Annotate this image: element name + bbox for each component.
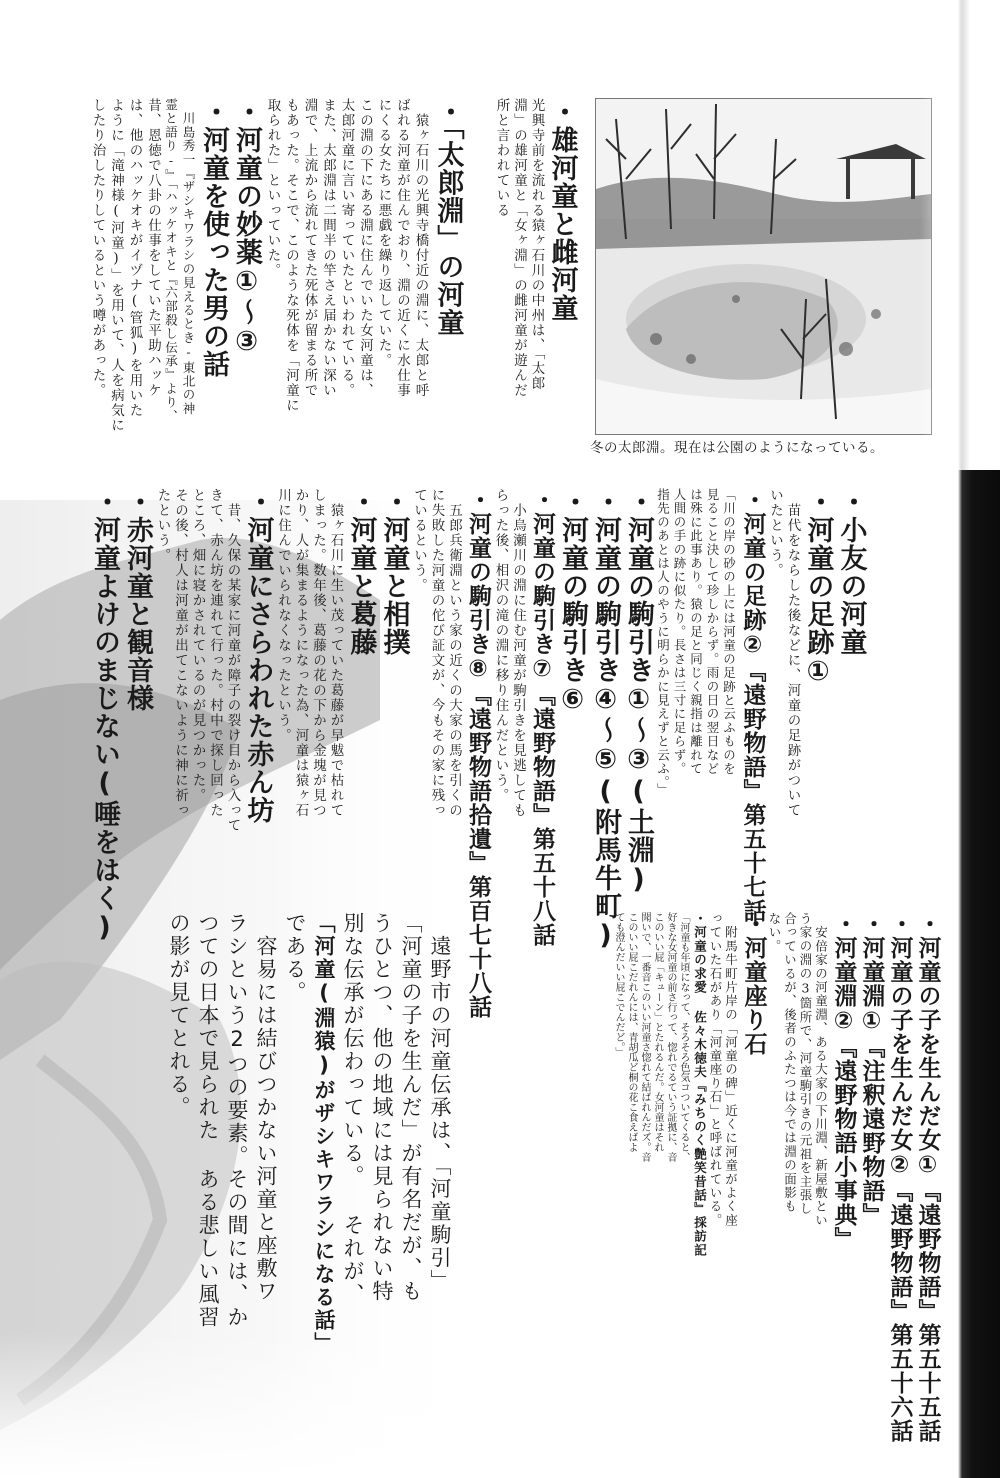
text-line: たという。 xyxy=(154,488,171,563)
section-oskappa xyxy=(490,98,576,443)
lead-line: 遠野市の河童伝承は、「河童駒引」 xyxy=(428,912,452,1293)
lead-line: 別な伝承が伝わっている。 それが、 xyxy=(341,912,365,1306)
text-line: その後、村人は河童が出てこないように神に祈っ xyxy=(172,488,188,818)
text-line: らった後、相沢の滝の淵に移り住んだという。 xyxy=(492,488,509,803)
text-line: 五郎兵衛淵という家の近くの大家の馬を引くの xyxy=(446,488,462,818)
heading: ・河童の求愛 佐々木徳夫『みちのく艶笑昔話』採訪記 xyxy=(692,912,708,1257)
text-line: 昔、久保の某家に河童が障子の裂け目から入って xyxy=(224,488,241,833)
text-line: 川に住んでいられなくなったという。 xyxy=(275,488,291,743)
heading: ・河童の足跡① xyxy=(802,488,834,688)
text-line: 猿ヶ石川の光興寺橋付近の淵に、太郎と呼 xyxy=(412,98,429,398)
text-line: は殊に此事あり。猿の足と同じく親指は離れて xyxy=(688,488,704,776)
lead-paragraph xyxy=(160,912,452,1355)
heading-kappa-otoko: ・河童を使った男の話 xyxy=(198,98,229,378)
text-line: 淵」の雄河童と「女ヶ淵」の雌河童が遊んだ xyxy=(511,98,527,398)
text-line: 附馬牛町片岸の「河童の碑」近くに河童がよく座 xyxy=(723,912,739,1228)
section-taroubuchi xyxy=(85,98,462,443)
text-line: 苗代をならした後などに、河童の足跡がついて xyxy=(784,488,801,818)
text-line: ばれる河童が住んでおり、淵の近くに水仕事 xyxy=(394,98,410,398)
heading: ・河童と相撲 xyxy=(378,488,410,656)
winter-pond-photo xyxy=(595,98,932,435)
heading: ・河童の駒引き④〜⑤(附馬牛町) xyxy=(590,488,621,952)
text-line: 取られた」といっていた。 xyxy=(264,98,281,278)
heading: ・河童の子を生んだ女①『遠野物語』第五十五話 xyxy=(914,912,941,1443)
text-line: このいい屁こだれんには、青胡瓜ど桐の花こ食えばよ xyxy=(626,912,637,1152)
text-line: かり、人が集まるようになった為、河童は猿ヶ石 xyxy=(292,488,309,818)
heading: ・河童の駒引き①〜③(土淵) xyxy=(623,488,654,896)
text-line: もあった。そこで、このような死体を「河童に xyxy=(283,98,299,413)
heading: ・河童の子を生んだ女②『遠野物語』第五十六話 xyxy=(886,912,913,1443)
text-line: ても澄んだいい屁こでんだど。」 xyxy=(613,912,624,1057)
heading: ・河童の足跡②『遠野物語』第五十七話 xyxy=(739,488,766,923)
text-line: しまった。数年後、葛藤の花の下から金塊が見つ xyxy=(310,488,326,818)
text-line: 小烏瀬川の淵に住む河童が駒引きを見逃しても xyxy=(510,488,526,818)
text-line: う家の淵の3箇所で、河童駒引きの元祖を主張し xyxy=(798,912,813,1216)
text-line: また、太郎淵は二間半の竿さえ届かない深い xyxy=(320,98,336,398)
page-gutter-fade xyxy=(920,0,1000,470)
text-line: は、他のハッケオキがイヅナ(管狐)を用いた xyxy=(126,98,143,418)
lead-line: 「河童の子を生んだ」が有名だが、も xyxy=(399,912,423,1303)
lead-line: 「河童(淵猿)がザシキワラシになる話」 xyxy=(312,912,336,1355)
text-line: にくる女たちに悪戯を繰り返していた。 xyxy=(375,98,392,368)
heading: ・河童にさらわれた赤ん坊 xyxy=(242,488,274,824)
text-line: したり治したりしているという噂があった。 xyxy=(89,98,106,398)
text-line: 猿ヶ石川に生い茂っていた葛藤が早魃で枯れて xyxy=(327,488,344,818)
lead-line: ラシという2つの要素。その間には、か xyxy=(225,912,249,1329)
heading: ・河童よけのまじない(唾をはく) xyxy=(89,488,120,944)
text-line: ように「滝神様(河童)」を用いて、人を病気に xyxy=(108,98,124,433)
heading: ・赤河童と観音様 xyxy=(122,488,153,712)
heading-oskappa: ・雄河童と雌河童 xyxy=(546,98,578,322)
text-line: 川島秀一『ザシキワラシの見えるとき-東北の神 xyxy=(181,98,196,416)
text-line: ているという。 xyxy=(411,488,427,593)
lead-line: である。 xyxy=(283,912,307,1004)
text-line: 所と言われている xyxy=(493,98,510,218)
text-line: 霊と語り-』「ハッケオキと『六部殺し伝承』より、 xyxy=(163,98,179,424)
section-bottom-right xyxy=(610,912,941,1443)
text-line: 指先のあとは人のやうに明らかに見えずと云ふ。」 xyxy=(655,488,671,797)
heading: ・河童と葛藤 xyxy=(345,488,377,656)
text-line: 人間の手の跡に似たり。長さは三寸に足らず。 xyxy=(672,488,687,776)
text-line: ところ、畑に寝かされているのが見つかった。 xyxy=(189,488,206,803)
text-line: この淵の下にある淵に住んでいた女河童は、 xyxy=(357,98,373,398)
text-line: 昔、恩徳で八卦の仕事をしていた平助ハッケ xyxy=(145,98,161,398)
text-line: きて、赤ん坊を連れて行った。村中で探し回った xyxy=(207,488,223,818)
text-line: に失敗した河童の佗び証文が、今もその家に残っ xyxy=(428,488,445,818)
text-line: 聞いで、一番音このいい河童さ惚れて結ばれんだズ。音 xyxy=(639,912,650,1162)
text-line: 「河童も年頃になって、そろそろ色気コついてくると、 xyxy=(678,912,689,1162)
text-line: ない。 xyxy=(767,912,782,954)
heading: ・河童の駒引き⑧『遠野物語拾遺』第百七十八話 xyxy=(465,488,491,1019)
heading-taroubuchi: ・「太郎淵」の河童 xyxy=(432,98,464,337)
lead-line: つての日本で見られた ある悲しい風習 xyxy=(196,912,220,1329)
text-line: 淵で、上流から流れてきた死体が留まる所で xyxy=(301,98,318,398)
heading: ・河童座り石 xyxy=(740,912,767,1056)
lead-line: 容易には結びつかない河童と座敷ワ xyxy=(254,912,278,1303)
text-line: 「川の岸の砂の上には河童の足跡と云ふものを xyxy=(721,488,737,776)
text-line: 太郎河童に言い寄っていたといわれている。 xyxy=(338,98,355,398)
heading: ・河童淵①『注釈遠野物語』 xyxy=(858,912,885,1227)
text-line: 光興寺前を流れる猿ヶ石川の中州は、「太郎 xyxy=(528,98,545,392)
text-line: このいい屁「キューン」とたれるんだ。女河童はそれ xyxy=(652,912,663,1152)
heading: ・小友の河童 xyxy=(835,488,867,656)
text-line: 合っているが、後者のふたつは今では淵の面影も xyxy=(782,912,798,1214)
photo-caption: 冬の太郎淵。現在は公園のようになっている。 xyxy=(590,440,884,456)
lead-line: の影が見てとれる。 xyxy=(167,912,191,1119)
lead-line: うひとつ、他の地域には見られない特 xyxy=(370,912,394,1303)
heading: ・河童の駒引き⑦『遠野物語』第五十八話 xyxy=(529,488,555,947)
text-line: 見ること決して珍しからず。雨の日の翌日など xyxy=(705,488,720,776)
heading: ・河童淵②『遠野物語小事典』 xyxy=(830,912,857,1251)
heading: ・河童の駒引き⑥ xyxy=(557,488,588,716)
text-line: いたという。 xyxy=(767,488,783,578)
text-line: 安倍家の河童淵、ある大家の下川淵、新屋敷とい xyxy=(813,912,829,1228)
text-line: 好きな女河童の前さ行って、惚れでるていう証拠に、音 xyxy=(665,912,676,1162)
heading-myouyaku: ・河童の妙薬①〜③ xyxy=(231,98,262,358)
text-line: っていた石があり「河童座り石」と呼ばれている。 xyxy=(708,912,723,1228)
